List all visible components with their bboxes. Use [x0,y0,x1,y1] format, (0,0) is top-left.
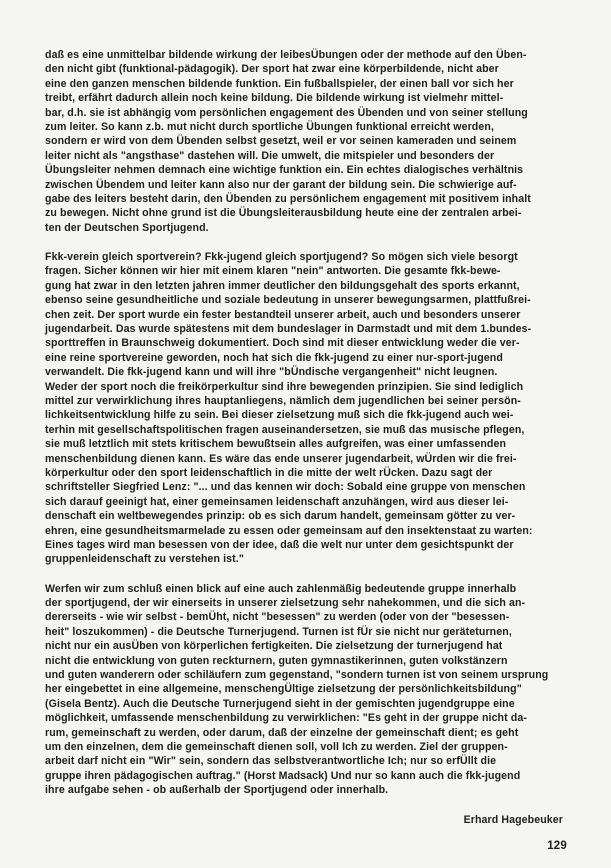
text-line: und guten wanderern oder schiläufern zum gegenstand, "sondern turnen ist von seinem ursprung [45,669,549,682]
text-line: mittel zur verwirklichung ihres hauptanliegens, nämlich dem jugendlichen bei seiner persön- [45,394,521,407]
text-line: (Gisela Bentz). Auch die Deutsche Turnerjugend sieht in der gemischten jugendgruppe eine [45,697,515,710]
text-line: lichkeitsentwicklung hilfe zu sein. Bei dieser zielsetzung muß sich die fkk-jugend auch wei- [45,409,514,422]
text-line: gruppenleidenschaft zu verstehen ist." [45,553,244,566]
text-line: heit" loszukommen) - die Deutsche Turnerjugend. Turnen ist fÜr sie nicht nur geräteturnen, [45,625,512,638]
text-line: eine den ganzen menschen bildende funktion. Ein fußballspieler, der einen ball vor sich her [45,77,514,90]
text-line: sich darauf geeinigt hat, einer gemeinsamen leidenschaft anzuhängen, wird aus dieser lei- [45,495,509,508]
text-line: Werfen wir zum schluß einen blick auf eine auch zahlenmäßig bedeutende gruppe innerhalb [45,582,517,595]
paragraph-1 [45,48,595,235]
text-line: schriftsteller Siegfried Lenz: "... und das kennen wir doch: Sobald eine gruppe von menschen [45,481,526,494]
page-body [45,48,595,852]
page-number: 129 [547,839,567,852]
text-line: ten der Deutschen Sportjugend. [45,221,209,234]
text-line: sie muß letztlich mit stets kritischem bewußtsein alles aufgreifen, was einer umfassenden [45,438,507,451]
text-line: sporttreffen in Braunschweig dokumentiert. Doch sind mit dieser entwicklung weder die ver- [45,337,520,350]
text-line: Weder der sport noch die freikörperkultur sind ihre bewegenden prinzipien. Sie sind lediglich [45,380,524,393]
text-line: körperkultur oder den sport leidenschaftlich in die mitte der welt rÜcken. Dazu sagt der [45,466,493,479]
text-line: nicht die entwicklung von guten reckturnern, guten gymnastikerinnen, guten volkstänzern [45,654,508,667]
text-line: ihre aufgabe sehen - ob außerhalb der Sportjugend oder innerhalb. [45,784,389,797]
text-line: terhin mit gesellschaftspolitischen fragen auseinandersetzen, sie muß das musische pflegen, [45,423,525,436]
text-line: gruppe ihren pädagogischen auftrag." (Horst Madsack) Und nur so kann auch die fkk-jugend [45,769,521,782]
text-line: leiter nicht als "angsthase" dastehen will. Die umwelt, die mitspieler und besonders der [45,149,495,162]
text-line: möglichkeit, umfassende menschenbildung zu verwirklichen: "Es geht in der gruppe nicht da- [45,712,527,725]
text-line: Eines tages wird man besessen von der idee, daß die welt nur unter dem gesichtspunkt der [45,538,514,551]
author-signature: Erhard Hagebeuker [463,813,563,826]
text-line: dererseits - wie wir selbst - bemÜht, nicht "besessen" zu werden (oder von der "besessen- [45,611,510,624]
text-line: um den einzelnen, dem die gemeinschaft dienen soll, voll Ich zu werden. Ziel der gruppen- [45,740,508,753]
paragraph-2 [45,250,595,567]
text-line: nicht nur ein ausÜben von körperlichen fertigkeiten. Die zielsetzung der turnerjugend hat [45,640,503,653]
text-line: chen zeit. Der sport wurde ein fester bestandteil unserer arbeit, auch und besonders unserer [45,308,521,321]
text-line: zum leiter. So kann z.b. mut nicht durch sportliche Übungen funktional erreicht werden, [45,120,494,133]
text-line: gung hat zwar in den letzten jahren immer deutlicher den bildungsgehalt des sports erkannt, [45,279,520,292]
text-line: gabe des leiters besteht darin, den Übenden zu persönlichem engagement mit positivem inhalt [45,192,531,205]
text-line: sondern er wird von dem Übenden selbst gesetzt, weil er vor seinen kameraden und seinem [45,135,517,148]
text-line: bar, d.h. sie ist abhängig vom persönlichen engagement des Übenden und von seiner stellung [45,106,528,119]
paragraph-3 [45,582,595,798]
text-line: denschaft ein weltbewegendes prinzip: ob es sich darum handelt, gemeinsam götter zu ver- [45,510,516,523]
text-line: zwischen Übendem und leiter kann also nur der garant der bildung sein. Die schwierige auf- [45,178,517,191]
text-line: rum, gemeinschaft zu werden, oder darum, daß der einzelne der gemeinschaft dient; es geht [45,726,519,739]
text-line: jugendarbeit. Das wurde spätestens mit dem bundeslager in Darmstadt und mit dem 1.bundes- [45,323,532,336]
text-line: verwandelt. Die fkk-jugend kann und will ihre "bÜndische vergangenheit" nicht leugnen. [45,366,498,379]
text-line: Fkk-verein gleich sportverein? Fkk-jugend gleich sportjugend? So mögen sich viele besorgt [45,251,518,264]
text-line: zu bewegen. Nicht ohne grund ist die Übungsleiterausbildung heute eine der zentralen arbei- [45,207,522,220]
text-line: der sportjugend, der wir einerseits in unserer zielsetzung sehr nahekommen, und die sich an- [45,597,526,610]
text-line: daß es eine unmittelbar bildende wirkung der leibesÜbungen oder der methode auf den Üben- [45,49,527,61]
text-line: fragen. Sicher können wir hier mit einem klaren "nein" antworten. Die gesamte fkk-bewe- [45,265,501,278]
text-line: eine reine sportvereine geworden, noch hat sich die fkk-jugend zu einer nur-sport-jugend [45,351,503,364]
text-line: Übungsleiter nehmen demnach eine wichtige funktion ein. Ein echtes dialogisches verhältnis [45,164,524,177]
text-line: ebenso seine gesundheitliche und soziale bedeutung in unserer bewegungsarmen, plattfußrei- [45,294,531,307]
text-line: treibt, erfährt dadurch allein noch keine bildung. Die bildende wirkung ist vielmehr mittel- [45,92,504,105]
text-line: den nicht gibt (funktional-pädagogik). Der sport hat zwar eine körperbildende, nicht aber [45,63,499,76]
text-line: arbeit darf nicht ein "Wir" sein, sondern das selbstverantwortliche Ich; nur so erfÜllt die [45,755,497,768]
text-line: her eingebettet in eine allgemeine, menschengÜltige zielsetzung der persönlichkeitsbildung" [45,683,522,696]
text-line: ehren, eine gesundheitsmarmelade zu essen oder gemeinsam auf den insektenstaat zu warten: [45,524,533,537]
text-line: menschenbildung dienen kann. Es wäre das ende unserer jugendarbeit, wÜrden wir die frei- [45,452,517,465]
